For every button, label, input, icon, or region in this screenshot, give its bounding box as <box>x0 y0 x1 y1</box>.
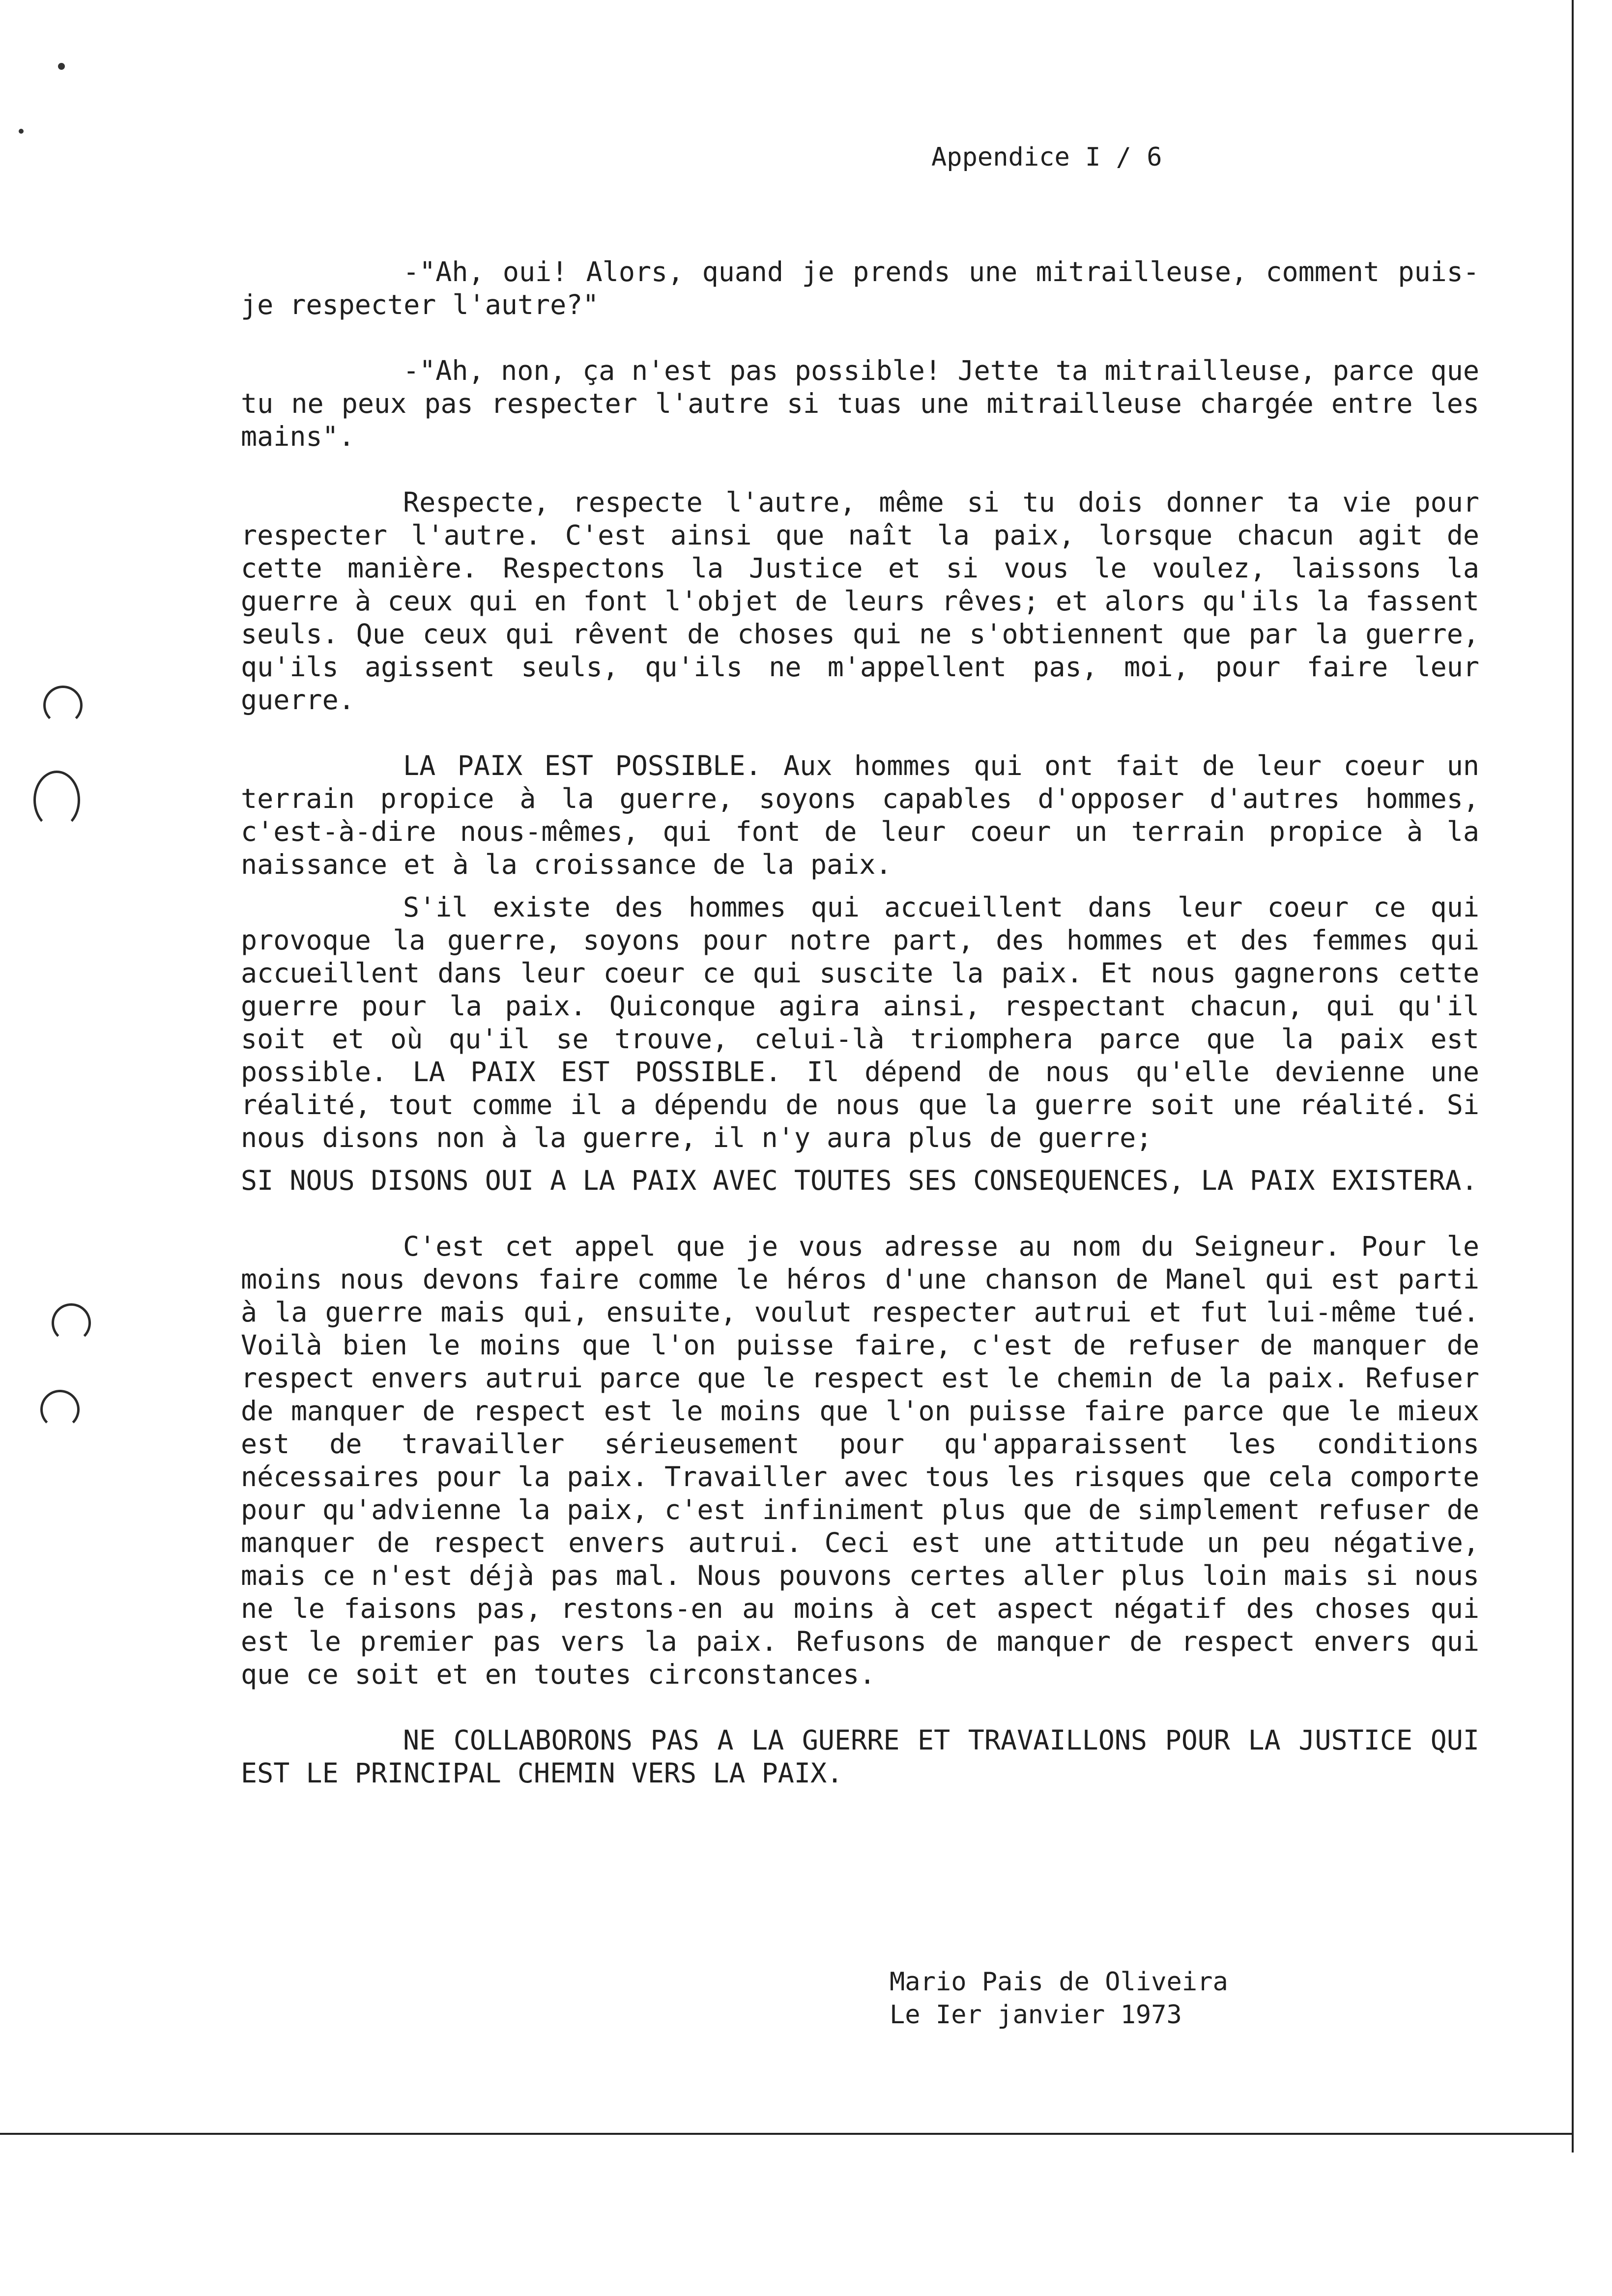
letter-body <box>241 256 1479 1823</box>
paragraph: Respecte, respecte l'autre, même si tu dois donner ta vie pour respecter l'autre. C'est ainsi que naît la paix, lorsque chacun agit de cette manière. Respectons la Justice et si vous le voulez, laissons la guerre à ceux qui en font l'objet de leurs rêves; et alors qu'ils la fassent seuls. Que ceux qui rêvent de choses qui ne s'obtiennent que par la guerre, qu'ils agissent seuls, qu'ils ne m'appellent pas, moi, pour faire leur guerre. <box>241 487 1479 716</box>
paragraph: C'est cet appel que je vous adresse au nom du Seigneur. Pour le moins nous devons faire comme le héros d'une chanson de Manel qui est parti à la guerre mais qui, ensuite, voulut respecter autrui et fut lui-même tué. Voilà bien le moins que l'on puisse faire, c'est de refuser de manquer de respect envers autrui parce que le respect est le chemin de la paix. Refuser de manquer de respect est le moins que l'on puisse faire parce que le mieux est de travailler sérieusement pour qu'apparaissent les conditions nécessaires pour la paix. Travailler avec tous les risques que cela comporte pour qu'advienne la paix, c'est infiniment plus que de simplement refuser de manquer de respect envers autrui. Ceci est une attitude un peu négative, mais ce n'est déjà pas mal. Nous pouvons certes aller plus loin mais si nous ne le faisons pas, restons-en au moins à cet aspect négatif des choses qui est le premier pas vers la paix. Refusons de manquer de respect envers qui que ce soit et en toutes circonstances. <box>241 1231 1479 1690</box>
signature-date: Le Ier janvier 1973 <box>890 2000 1182 2030</box>
scan-dot-mark <box>19 129 24 134</box>
punch-hole-icon <box>52 1303 91 1343</box>
paragraph: -"Ah, non, ça n'est pas possible! Jette ta mitrailleuse, parce que tu ne peux pas respecter l'autre si tuas une mitrailleuse chargée entre les mains". <box>241 355 1479 452</box>
paragraph: S'il existe des hommes qui accueillent dans leur coeur ce qui provoque la guerre, soyons pour notre part, des hommes et des femmes qui accueillent dans leur coeur ce qui suscite la paix. Et nous gagnerons cette guerre pour la paix. Quiconque agira ainsi, respectant chacun, qui qu'il soit et où qu'il se trouve, celui-là triomphera parce que la paix est possible. LA PAIX EST POSSIBLE. Il dépend de nous qu'elle devienne une réalité, tout comme il a dépendu de nous que la guerre soit une réalité. Si nous disons non à la guerre, il n'y aura plus de guerre; <box>241 891 1479 1153</box>
paragraph: -"Ah, oui! Alors, quand je prends une mitrailleuse, comment puis-je respecter l'autre?" <box>241 256 1479 320</box>
signature-name: Mario Pais de Oliveira <box>890 1967 1228 1997</box>
punch-hole-icon <box>33 771 80 830</box>
page-edge-horizontal-line <box>0 2133 1573 2135</box>
punch-hole-icon <box>40 1390 80 1429</box>
page-edge-vertical-line <box>1572 0 1574 2152</box>
scan-dot-mark <box>58 63 65 70</box>
punch-hole-icon <box>43 686 83 725</box>
page-reference: Appendice I / 6 <box>931 143 1162 172</box>
signature-block <box>890 1966 1228 2032</box>
paragraph: LA PAIX EST POSSIBLE. Aux hommes qui ont fait de leur coeur un terrain propice à la guerre, soyons capables d'opposer d'autres hommes, c'est-à-dire nous-mêmes, qui font de leur coeur un terrain propice à la naissance et à la croissance de la paix. <box>241 750 1479 880</box>
paragraph-closing-appeal: NE COLLABORONS PAS A LA GUERRE ET TRAVAILLONS POUR LA JUSTICE QUI EST LE PRINCIPAL CHEMIN VERS LA PAIX. <box>241 1724 1479 1789</box>
paragraph-emphasis: SI NOUS DISONS OUI A LA PAIX AVEC TOUTES SES CONSEQUENCES, LA PAIX EXISTERA. <box>241 1165 1478 1196</box>
